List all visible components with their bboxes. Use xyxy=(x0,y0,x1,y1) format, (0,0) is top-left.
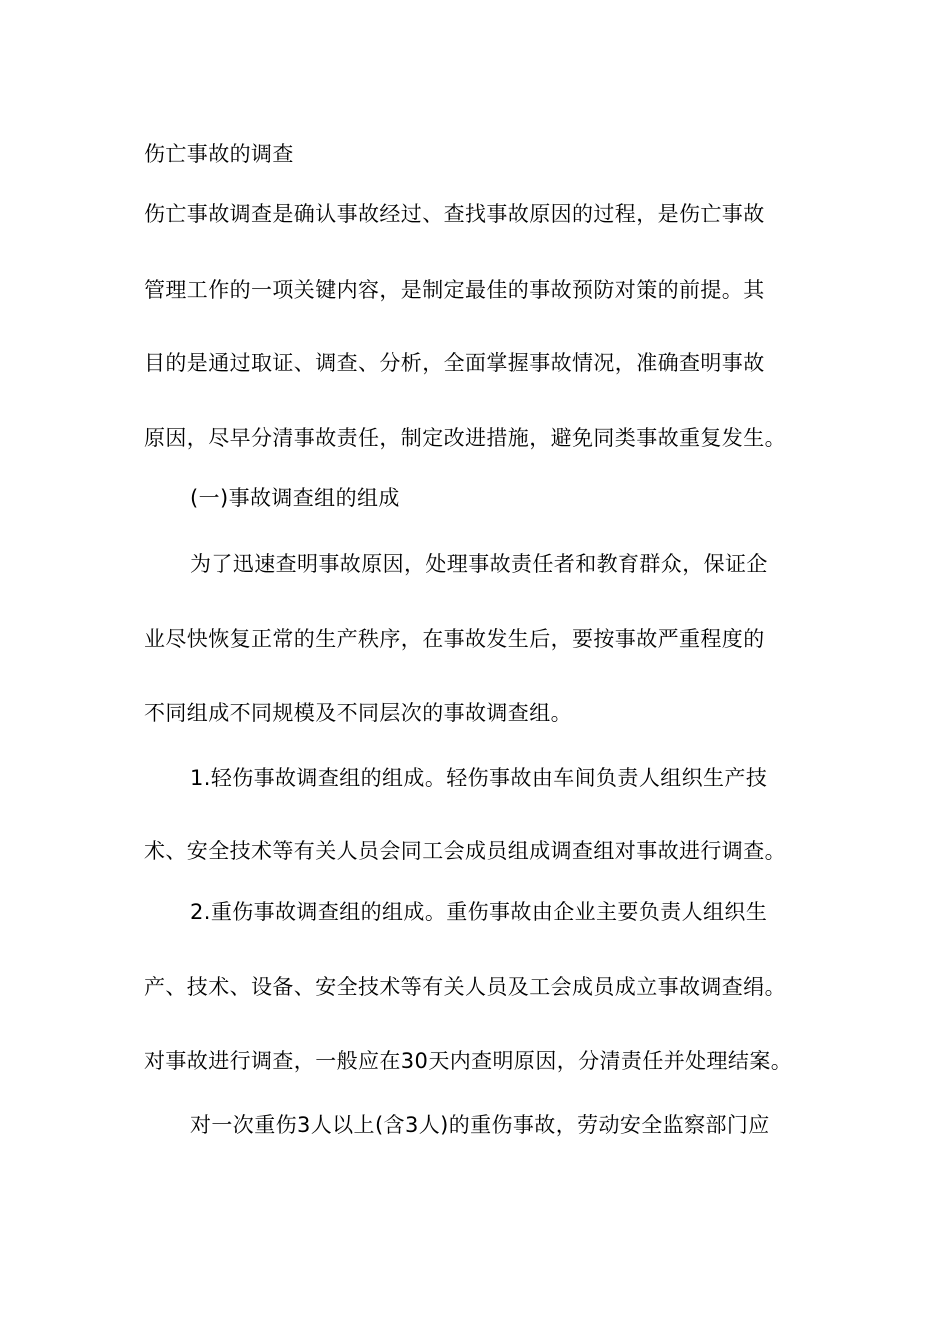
section-heading: (一)事故调查组的组成 xyxy=(190,486,400,510)
numbered-item-line: 2.重伤事故调查组的组成。重伤事故由企业主要负责人组织生 xyxy=(190,900,768,924)
paragraph-line: 原因，尽早分清事故责任，制定改进措施，避免同类事故重复发生。 xyxy=(144,426,786,450)
paragraph-line: 术、安全技术等有关人员会同工会成员组成调查组对事故进行调查。 xyxy=(144,839,786,863)
document-title: 伤亡事故的调查 xyxy=(144,142,294,166)
paragraph-line: 对一次重伤3人以上(含3人)的重伤事故，劳动安全监察部门应 xyxy=(190,1113,770,1137)
paragraph-line: 管理工作的一项关键内容，是制定最佳的事故预防对策的前提。其 xyxy=(144,278,765,302)
paragraph-line: 产、技术、设备、安全技术等有关人员及工会成员成立事故调查绢。 xyxy=(144,975,786,999)
paragraph-line: 对事故进行调查，一般应在30天内查明原因，分清责任并处理结案。 xyxy=(144,1049,793,1073)
numbered-item-line: 1.轻伤事故调查组的组成。轻伤事故由车间负责人组织生产技 xyxy=(190,766,768,790)
paragraph-line: 目的是通过取证、调查、分析，全面掌握事故情况，准确查明事故 xyxy=(144,351,765,375)
paragraph-line: 业尽快恢复正常的生产秩序，在事故发生后，要按事故严重程度的 xyxy=(144,627,765,651)
paragraph-line: 为了迅速查明事故原因，处理事故责任者和教育群众，保证企 xyxy=(190,552,768,576)
paragraph-line: 伤亡事故调查是确认事故经过、查找事故原因的过程，是伤亡事故 xyxy=(144,202,765,226)
paragraph-line: 不同组成不同规模及不同层次的事故调查组。 xyxy=(144,701,572,725)
